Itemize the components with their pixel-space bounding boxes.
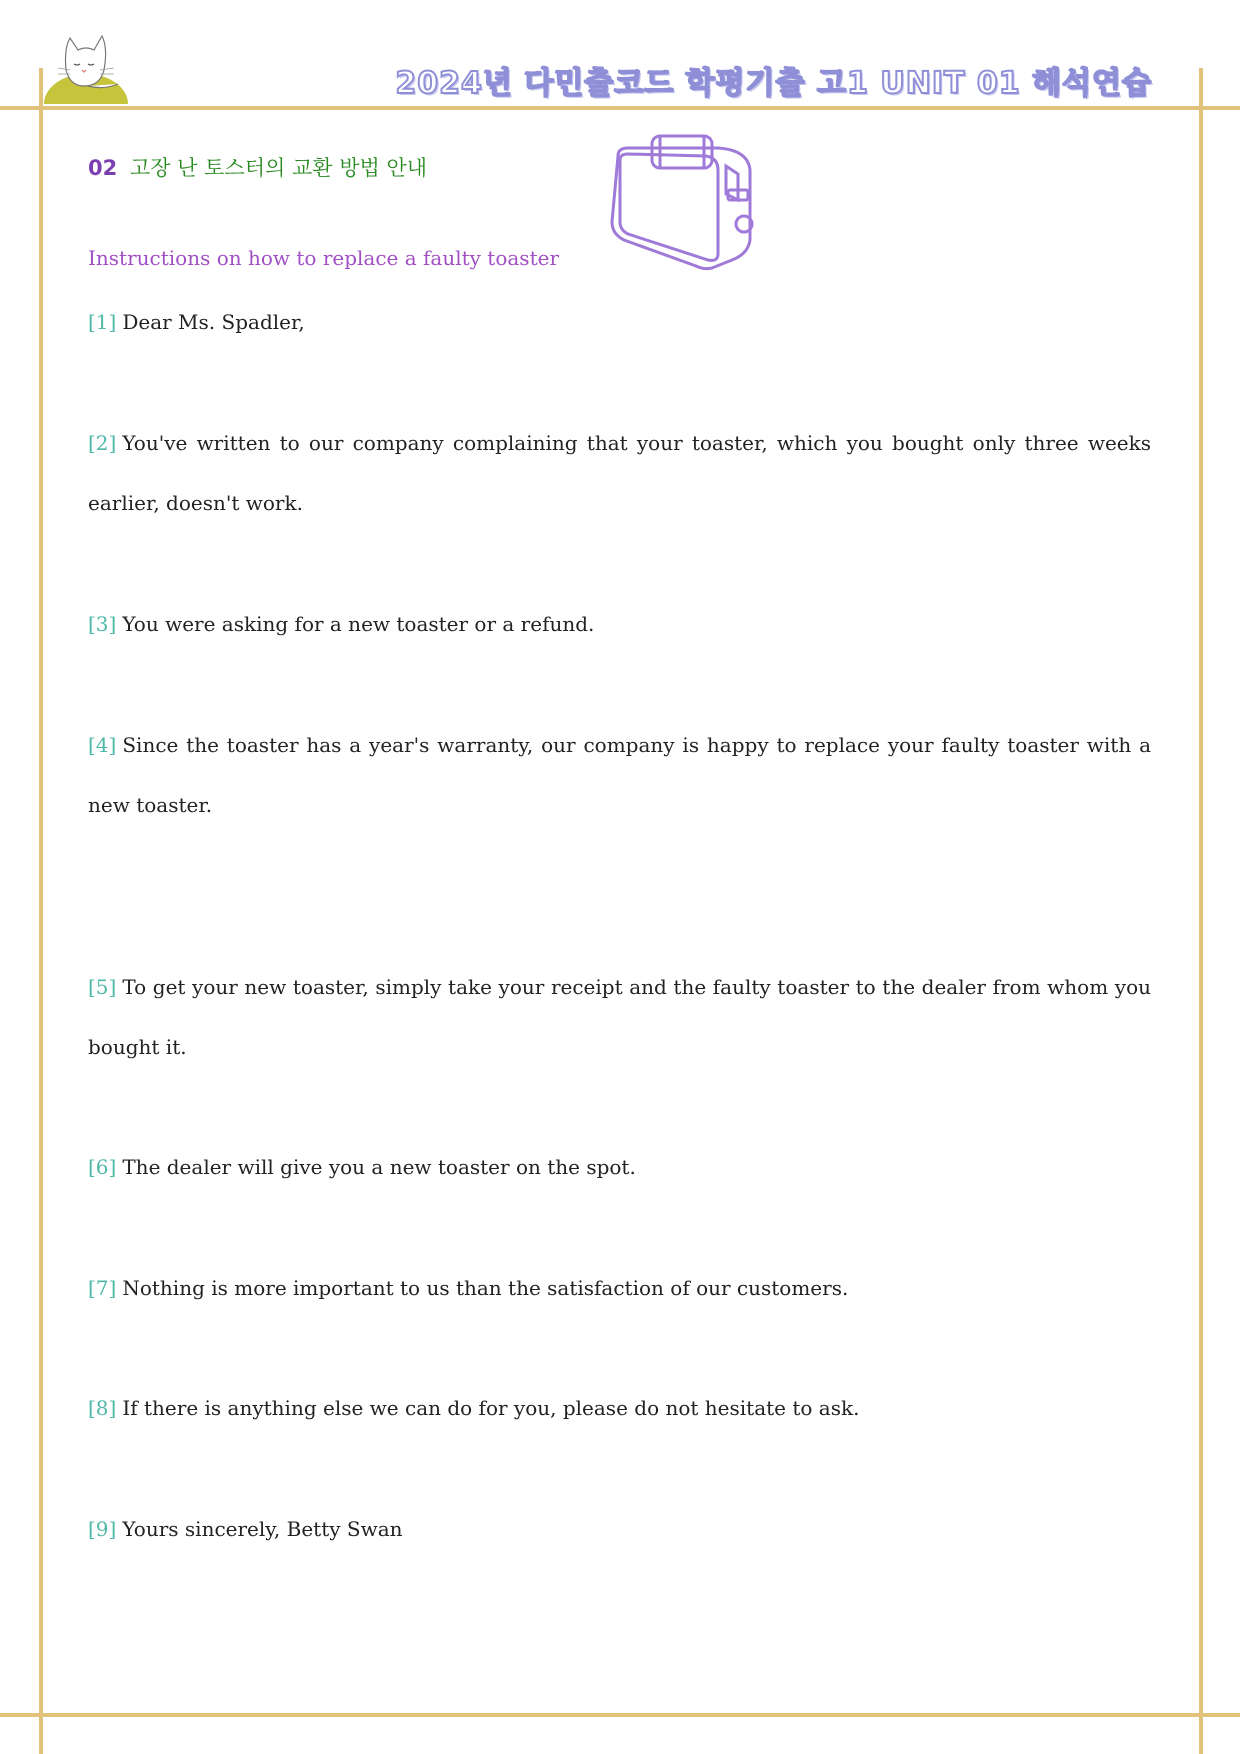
sentence-number: [7] [88,1276,117,1300]
section-title [88,152,427,182]
sentence-text: Nothing is more important to us than the satisfaction of our customers. [122,1276,849,1300]
frame-right-line [1199,68,1203,1754]
sentence-8 [88,1378,1151,1438]
sentence-text: To get your new toaster, simply take your receipt and the faulty toaster to the dealer from whom you bought it. [88,975,1151,1059]
cat-icon [44,28,134,104]
frame-bottom-line [0,1713,1240,1717]
sentence-number: [4] [88,733,117,757]
sentence-1 [88,292,1151,352]
sentence-text: Since the toaster has a year's warranty, our company is happy to replace your faulty toaster with a new toaster. [88,733,1151,817]
sentence-text: The dealer will give you a new toaster on the spot. [122,1155,636,1179]
sentence-number: [3] [88,612,117,636]
sentence-number: [2] [88,431,117,455]
section-title-en: Instructions on how to replace a faulty toaster [88,246,560,270]
sentence-number: [6] [88,1155,117,1179]
sentence-number: [8] [88,1396,117,1420]
frame-left-line [39,68,43,1754]
sentence-9 [88,1499,1151,1559]
sentence-number: [1] [88,310,117,334]
sentence-text: Dear Ms. Spadler, [122,310,305,334]
header-title: 2024년 다민출코드 학평기출 고1 UNIT 01 해석연습 [395,66,1152,101]
sentence-7 [88,1258,1151,1318]
section-number: 02 [88,156,118,180]
sentence-4 [88,715,1151,835]
section-title-ko: 고장 난 토스터의 교환 방법 안내 [129,156,428,180]
sentence-text: You've written to our company complaining that your toaster, which you bought only three weeks earlier, doesn't work. [88,431,1151,515]
sentence-text: If there is anything else we can do for you, please do not hesitate to ask. [122,1396,860,1420]
sentence-2 [88,413,1151,533]
sentence-number: [5] [88,975,117,999]
sentence-text: Yours sincerely, Betty Swan [122,1517,403,1541]
sentence-6 [88,1137,1151,1197]
sentence-number: [9] [88,1517,117,1541]
frame-top-line [0,106,1240,110]
toaster-icon [608,130,760,272]
sentence-5 [88,957,1151,1077]
sentence-3 [88,594,1151,654]
sentence-text: You were asking for a new toaster or a refund. [122,612,595,636]
